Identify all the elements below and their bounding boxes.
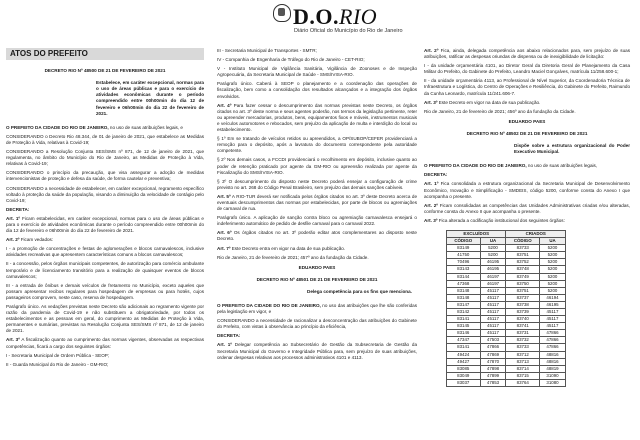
table-cell: 83750 <box>506 280 540 287</box>
table-row <box>447 280 566 287</box>
table-cell: 83714 <box>506 365 540 372</box>
paragraph: CONSIDERANDO a necessidade de racionalizar a desconcentração das atribuições do Gabinete do Prefeito, com vistas à observância ao princípio da eficiência, <box>217 318 417 330</box>
table-cell: 83749 <box>506 273 540 280</box>
signature: EDUARDO PAES <box>508 118 546 124</box>
codes-table <box>446 230 566 387</box>
paragraph: Art. 6º Os órgãos citados no art. 3º poderão editar atos complementares ao disposto neste Decreto. <box>217 230 417 242</box>
paragraph: II - da unidade orçamentária 4113, ao Professional de Nível Superior, da Coordenadoria Técnica de Infraestrutura e Logística, do Centro de Operações e Resiliência, do Gabinete do Prefeito, Raimundo da Cunha Leonardo, matrícula 11/241.606-7. <box>424 78 630 96</box>
table-cell: 45117 <box>540 316 566 323</box>
table-cell: 5200 <box>540 287 566 294</box>
table-row <box>447 323 566 330</box>
table-cell: 83145 <box>447 323 481 330</box>
table-row <box>447 245 566 252</box>
paragraph: Rio de Janeiro, 21 de fevereiro de 2021; 457º ano da fundação da Cidade. <box>217 254 369 260</box>
masthead-subtitle: Diário Oficial do Município do Rio de Janeiro <box>294 28 403 34</box>
table-cell: 83739 <box>506 309 540 316</box>
table-row <box>447 273 566 280</box>
paragraph: O PREFEITO DA CIDADE DO RIO DE JANEIRO, no uso das atribuições que lhe são conferidas pela legislação em vigor, e <box>217 303 417 315</box>
table-cell: 47866 <box>480 344 506 351</box>
table-col-header: UA <box>480 238 506 245</box>
table-row <box>447 351 566 358</box>
decree-body <box>424 163 630 224</box>
table-cell: 41750 <box>447 252 481 259</box>
table-cell: 31080 <box>540 379 566 386</box>
table-cell: 5200 <box>480 252 506 259</box>
paragraph: III - Secretaria Municipal de Transportes - SMTR; <box>217 48 317 53</box>
table-row <box>447 301 566 308</box>
decree-title: DECRETO RIO Nº 48502 DE 21 DE FEVEREIRO DE 2021 <box>466 130 588 136</box>
table-cell: 48816 <box>540 351 566 358</box>
table-cell: 83037 <box>447 379 481 386</box>
table-cell: 83149 <box>447 245 481 252</box>
paragraph: Art. 2º Ficam consolidadas as competências das Unidades Administrativas criadas e/ou alteradas, conforme consta do Anexo II que acompanha o presente. <box>424 202 630 214</box>
table-cell: 83748 <box>506 266 540 273</box>
paragraph: II - a concessão, pelos órgãos municipais competentes, de autorização para comércio ambulante temporário e de licenciamento transitório para a realização de quaisquer eventos de blocos carnavalescos; <box>6 261 204 279</box>
table-cell: 47866 <box>540 337 566 344</box>
decree-body <box>6 125 204 368</box>
column-1 <box>6 48 204 371</box>
paragraph: V - Instituto Municipal de Vigilância Sanitária, Vigilância de Zoonoses e de Inspeção Agropecuária, da Secretaria Municipal de Saúde - SMS/IVISA-RIO. <box>217 66 417 78</box>
table-cell: 47503 <box>480 337 506 344</box>
paragraph: Art. 1º Delegar competência ao Subsecretário de Gestão da Subsecretaria de Gestão da Secretaria Municipal do Governo e Integridade Pública para, sem prejuízo de suas atribuições, ordenar despesas relativas aos processos administrativos 4101 e 4113. <box>217 342 417 360</box>
paragraph: Art. 7º Este Decreto entra em vigor na data de sua publicação. <box>217 245 346 251</box>
paragraph: III - a entrada de ônibus e demais veículos de fretamento no Município, exceto aqueles que possam apresentar recibos regulares para hospedagem de empresas ou para hotéis, cujos passageiros comprovem, neste caso, reserva de hospedagem. <box>6 282 204 300</box>
table-cell: 45117 <box>540 323 566 330</box>
table-cell: 47899 <box>480 372 506 379</box>
paragraph: CONSIDERANDO a necessidade de estabelecer, em caráter excepcional, regramento específico voltado à proteção da saúde da população, visando a diminuição da velocidade de contágio pelo Covid-19; <box>6 185 204 203</box>
table-row <box>447 259 566 266</box>
paragraph: I - Secretaria Municipal de Ordem Pública - SEOP; <box>6 352 110 358</box>
column-2 <box>217 48 417 364</box>
table-cell: 83085 <box>447 365 481 372</box>
table-cell: 83141 <box>447 344 481 351</box>
table-cell: 83738 <box>506 301 540 308</box>
table-cell: 45117 <box>480 301 506 308</box>
paragraph: CONSIDERANDO o Decreto Rio 48.344, de 01 de janeiro de 2021, que estabelece as Medidas de Proteção à Vida, relativas à Covid-19; <box>6 133 204 145</box>
table-cell: 83741 <box>506 323 540 330</box>
table-row <box>447 372 566 379</box>
table-cell: 47853 <box>480 379 506 386</box>
paragraph: CONSIDERANDO o princípio da precaução, que visa assegurar a adoção de medidas intervencionistas de proteção e defesa da saúde, de forma cautelar e preventiva; <box>6 170 204 182</box>
table-cell: 47866 <box>540 344 566 351</box>
paragraph: Parágrafo único. As vedações previstas neste Decreto são adicionais ao regramento vigente por razão da pandemia de Covid-19 e não substituem a obrigatoriedade, por todos os estabelecimentos e as pessoas em geral, do cumprimento as Medidas de Proteção à Vida, permanentes e sumárias, previstas na Resolução Conjunta SES/SMS nº 871, de 12 de janeiro de 2021. <box>6 304 204 334</box>
table-row <box>447 365 566 372</box>
paragraph: CONSIDERANDO a Resolução Conjunta SES/SMS nº 871, de 12 de janeiro de 2021, que regulamenta, no âmbito do Município do Rio de Janeiro, as Medidas de Proteção à Vida, relativas à Covid-19; <box>6 149 204 167</box>
table-row <box>447 337 566 344</box>
column-3 <box>424 48 630 387</box>
table-cell: 83764 <box>506 379 540 386</box>
decree-ementa: Dispõe sobre a estrutura organizacional do Poder Executivo Municipal. <box>514 143 630 155</box>
paragraph: Parágrafo único. A aplicação de sanção contra bloco ou agremiação carnavalesca ensejará o indeferimento automático de pedido de desfile carnaval para o carnaval 2022. <box>217 215 417 227</box>
table-cell: 83143 <box>447 266 481 273</box>
table-cell: 46195 <box>480 259 506 266</box>
table-col-header: CÓDIGO <box>447 238 481 245</box>
table-group-header: EXCLUÍDOS <box>447 230 506 237</box>
paragraph: DECRETA: <box>424 172 448 178</box>
table-cell: 45117 <box>480 309 506 316</box>
table-cell: 83737 <box>506 294 540 301</box>
paragraph: Art. 5º A RIO-TUR deverá ser notificada pelos órgãos citados no art. 3º deste Decreto acerca de eventuais descumprimentos das normas por estabelecidas, por parte de blocos ou agremiações de carnaval de rua. <box>217 193 418 212</box>
table-cell: 47347 <box>447 337 481 344</box>
decree-ementa: Delega competência para os fins que menciona. <box>307 288 412 294</box>
table-cell: 45117 <box>480 323 506 330</box>
table-cell: 31090 <box>540 372 566 379</box>
table-cell: 83713 <box>506 358 540 365</box>
table-cell: 83146 <box>447 330 481 337</box>
table-cell: 45117 <box>480 294 506 301</box>
table-cell: 46195 <box>480 266 506 273</box>
paragraph: Art. 1º Ficam estabelecidas, em caráter excepcional, normas para o uso de áreas públicas e para o exercício de atividades econômicas durante o período compreendido entre 00h00min do dia 12 de fevereiro e 06h00min do dia 22 de fevereiro de 2021. <box>6 215 204 234</box>
table-cell: 49424 <box>447 351 481 358</box>
table-cell: 5200 <box>480 245 506 252</box>
table-cell: 83148 <box>447 294 481 301</box>
table-cell: 47870 <box>480 358 506 365</box>
table-col-header: CÓDIGO <box>506 238 540 245</box>
paragraph: Art. 3º A fiscalização quanto ao cumprimento das normas vigentes, observadas as respectivas competências, ficará a cargo dos seguintes órgãos: <box>6 337 205 349</box>
table-cell: 83148 <box>447 287 481 294</box>
paragraph: § 3º O descumprimento do disposto neste Decreto poderá ensejar a configuração de crime previsto no art. 268 do Código Penal Brasileiro, sem prejuízo das demais sanções cabíveis. <box>217 178 417 190</box>
table-cell: 70496 <box>447 259 481 266</box>
city-crest-icon <box>273 4 291 22</box>
table-row <box>447 344 566 351</box>
table-row <box>447 309 566 316</box>
table-col-header: UA <box>540 238 566 245</box>
table-row <box>447 358 566 365</box>
table-cell: 47368 <box>447 280 481 287</box>
table-cell: 83752 <box>506 259 540 266</box>
logo: D.O.RIO <box>293 4 378 29</box>
table-cell: 48816 <box>540 358 566 365</box>
table-cell: 83141 <box>447 316 481 323</box>
table-cell: 83715 <box>506 372 540 379</box>
table-cell: 83712 <box>506 351 540 358</box>
table-cell: 83049 <box>447 372 481 379</box>
table-cell: 5200 <box>540 259 566 266</box>
decree-body <box>217 303 417 361</box>
masthead <box>0 0 640 44</box>
table-cell: 49427 <box>447 358 481 365</box>
table-row <box>447 252 566 259</box>
table-cell: 5200 <box>540 266 566 273</box>
decree-ementa: Estabelece, em caráter excepcional, normas para o uso de áreas públicas e para o exercício de atividades econômicas durante o período compreendido entre 00h00min do dia 12 de fevereiro e 06h00min do dia 22 de fevereiro de 2021. <box>96 80 204 116</box>
paragraph: DECRETA: <box>217 333 241 339</box>
paragraph: Rio de Janeiro, 21 de fevereiro de 2021; 456º ano da fundação da Cidade. <box>424 108 576 114</box>
paragraph: IV - Companhia de Engenharia de Tráfego do Rio de Janeiro - CET-RIO; <box>217 57 365 63</box>
section-title: ATOS DO PREFEITO <box>6 48 204 60</box>
table-cell: 46197 <box>480 273 506 280</box>
table-cell: 47898 <box>480 365 506 372</box>
paragraph: I - da unidade orçamentária 4101, ao Diretor Geral da Diretoria Geral de Planejamento da Casa Militar do Prefeito, do Gabinete do Prefeito, Leandro Maciel Gonçalves, matrícula 11/258.600-1; <box>424 63 630 75</box>
table-row <box>447 266 566 273</box>
table-cell: 83751 <box>506 252 540 259</box>
table-cell: 83142 <box>447 309 481 316</box>
table-cell: 5200 <box>540 280 566 287</box>
decree-title: DECRETO RIO Nº 48500 DE 21 DE FEVEREIRO DE 2021 <box>44 68 166 74</box>
decree-body <box>424 48 630 115</box>
table-row <box>447 316 566 323</box>
table-cell: 45117 <box>480 316 506 323</box>
paragraph: Parágrafo único. Caberá à SEOP o planejamento e a coordenação das operações de fiscalização, bem como a consolidação dos resultados alcançados e a integração dos órgãos envolvidos. <box>217 81 417 99</box>
table-cell: 83732 <box>506 337 540 344</box>
paragraph: DECRETA: <box>6 206 30 212</box>
table-cell: 45117 <box>480 287 506 294</box>
paragraph: Art. 4º Para fazer cessar o descumprimento das normas previstas neste Decreto, os órgãos citados no art. 3º deste norma e seus agentes poderão, nos termos da legislação pertinente, reter ou apreender mercadorias, produtos, bens, equipamentos fixos e móveis, instrumentos musicais e veículos automotores e rebocados, sem prejuízo da aplicação de multa e interdição do local ou estabelecimento. <box>217 102 417 133</box>
paragraph: O PREFEITO DA CIDADE DO RIO DE JANEIRO, no uso de suas atribuições legais, e <box>6 124 183 130</box>
table-cell: 5200 <box>540 273 566 280</box>
table-row <box>447 379 566 386</box>
paragraph: § 1º Em se tratando de veículos retidos ou apreendidos, a OP/SUBOP/CEFER providenciará a remoção para o depósito, após a lavratura do documento correspondente pela autoridade competente. <box>217 136 417 154</box>
paragraph: § 2º Nos demais casos, a FCCDI providenciará o recolhimento em depósito, inclusive quanto ao poder de retenção praticado por agente da GM-RIO ou apreensão realizada por agente da Fiscalização do SMS/IVISA-RIO. <box>217 157 417 175</box>
table-row <box>447 330 566 337</box>
paragraph: I - a promoção de concentrações e festas de aglomerações e blocos carnavalescos, inclusive atividades recreativas que apresentem características comuns a blocos carnavalescos; <box>6 246 204 258</box>
table-cell: 45117 <box>540 309 566 316</box>
table-cell: 83740 <box>506 316 540 323</box>
table-cell: 5200 <box>540 252 566 259</box>
table-cell: 47869 <box>480 351 506 358</box>
paragraph: Art. 2º Fica, ainda, delegada competência aos abaixo relacionados para, sem prejuízo de suas atribuições, ratificar as despesas oriundas de dispensa ou de inexigibilidade de licitação: <box>424 48 630 60</box>
table-row <box>447 287 566 294</box>
table-cell: 83731 <box>506 330 540 337</box>
paragraph: Art. 3º Fica alterada a codificação institucional dos seguintes órgãos: <box>424 217 565 223</box>
decree-title: DECRETO RIO Nº 48501 DE 21 DE FEVEREIRO DE 2021 <box>256 276 378 282</box>
table-cell: 46194 <box>540 294 566 301</box>
table-cell: 83733 <box>506 344 540 351</box>
table-cell: 46195 <box>540 301 566 308</box>
table-cell: 83733 <box>506 245 540 252</box>
decree-body <box>217 48 417 261</box>
table-group-header: CRIADOS <box>506 230 566 237</box>
paragraph: II - Guarda Municipal do Rio de Janeiro - GM-RIO; <box>6 361 109 367</box>
table-cell: 45117 <box>480 330 506 337</box>
paragraph: Art. 1º Fica consolidada a estrutura organizacional da Secretaria Municipal de Desenvolvimento Econômico, Inovação e Simplificação - SMDEIS, código 5200, conforme consta do Anexo I que acompanha o presente. <box>424 181 630 199</box>
table-cell: 47866 <box>540 330 566 337</box>
table-cell: 46197 <box>480 280 506 287</box>
table-row <box>447 294 566 301</box>
paragraph: Art. 2º Ficam vedados: <box>6 237 54 243</box>
signature: EDUARDO PAES <box>298 264 336 270</box>
paragraph: Art. 3º Este Decreto em vigor na data de sua publicação. <box>424 99 541 105</box>
table-cell: 5200 <box>540 245 566 252</box>
table-cell: 83147 <box>447 301 481 308</box>
table-cell: 83144 <box>447 273 481 280</box>
table-cell: 48819 <box>540 365 566 372</box>
paragraph: O PREFEITO DA CIDADE DO RIO DE JANEIRO, no uso de suas atribuições legais, <box>424 163 598 169</box>
table-cell: 83751 <box>506 287 540 294</box>
